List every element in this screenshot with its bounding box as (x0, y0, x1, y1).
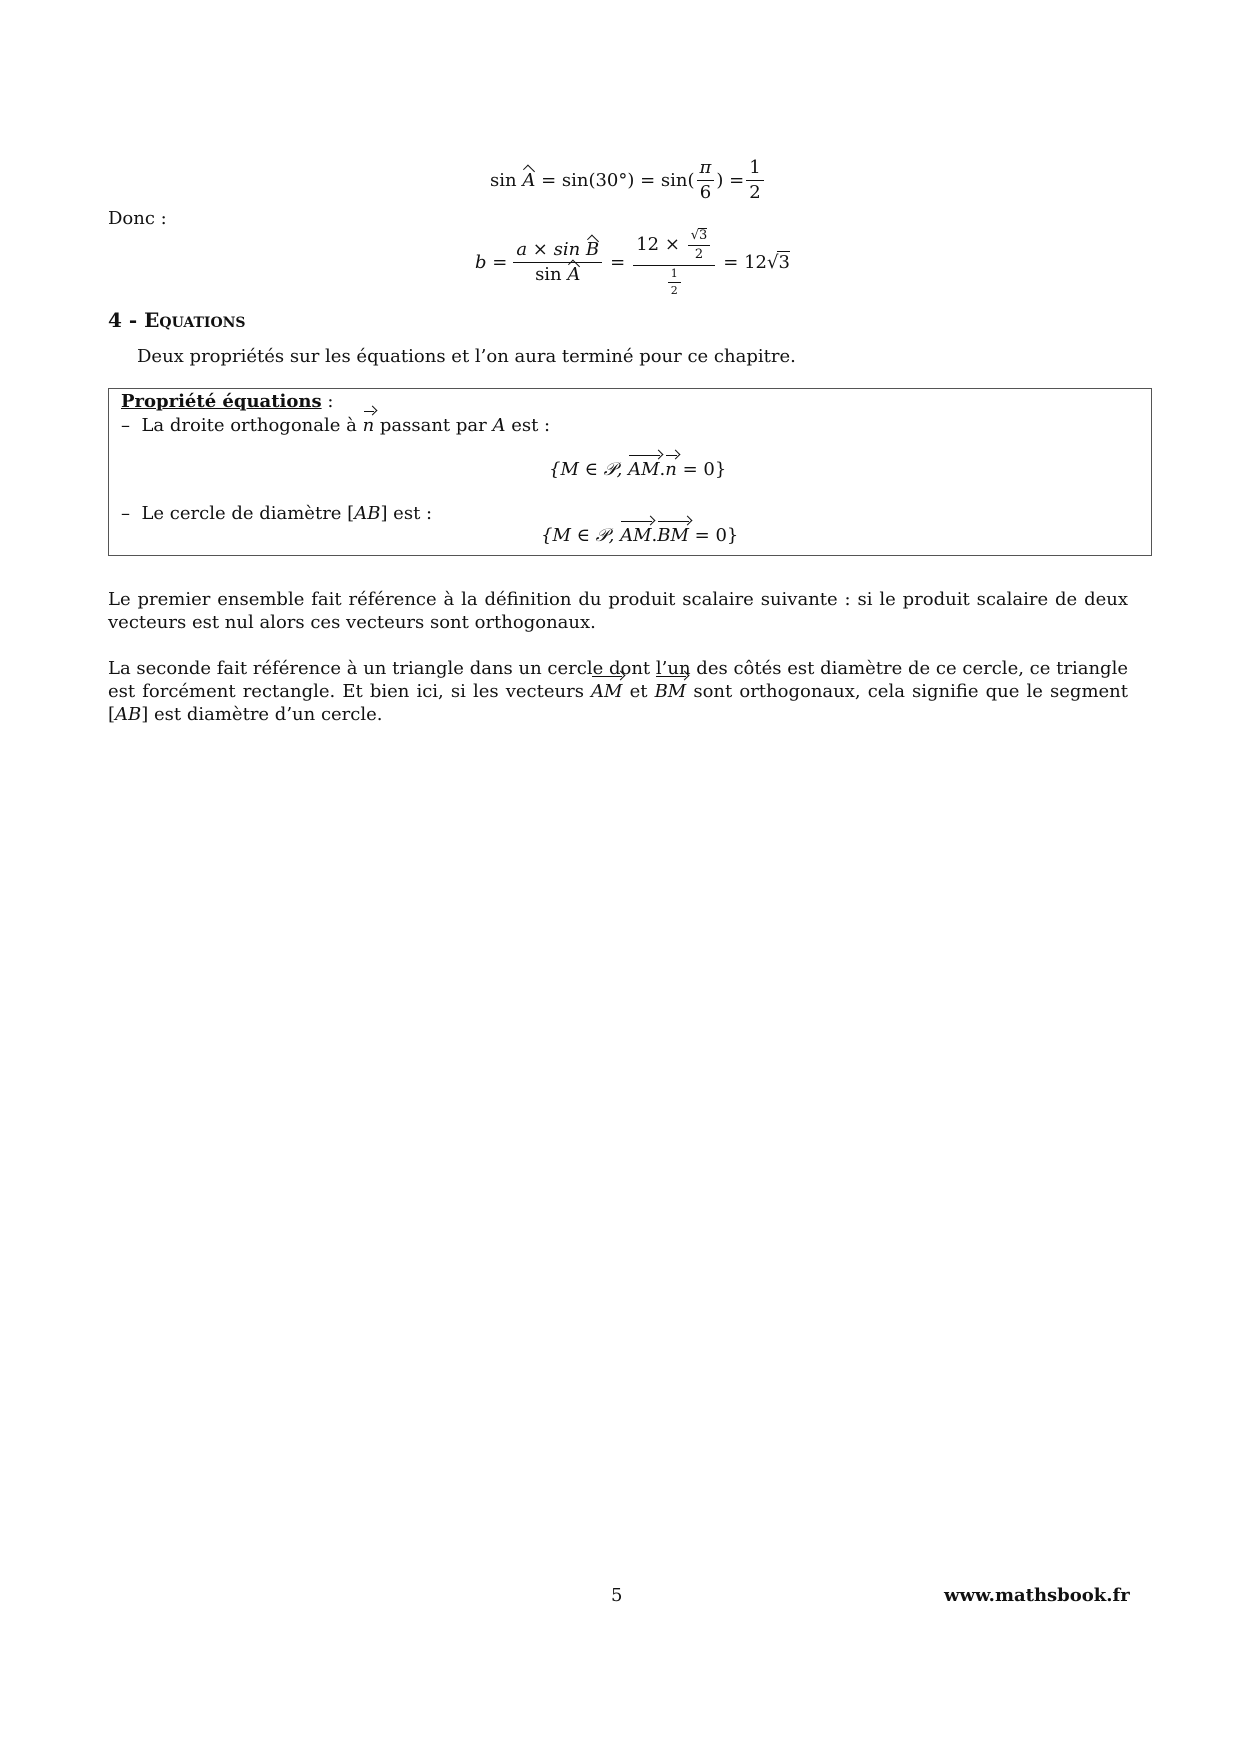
formula-b (475, 228, 790, 297)
vector-n: n (362, 415, 375, 436)
set2-dot: . (651, 525, 658, 546)
property-item-1 (121, 415, 550, 436)
set1-vector-n: n (665, 459, 677, 480)
half-den: 2 (670, 283, 678, 297)
footer-website: www.mathsbook.fr (944, 1585, 1130, 1606)
page-number: 5 (611, 1585, 623, 1606)
item1-text-before: La droite orthogonale à (141, 415, 363, 436)
property-title (121, 391, 333, 412)
para2-segment-ab: AB (115, 704, 142, 725)
fraction-pi-over-6 (697, 158, 715, 203)
set2-vector-bm: BM (657, 525, 689, 546)
formula-sin-prefix: sin (490, 169, 517, 191)
para2-part3: sont orthogonaux, cela signifie que le segment [ (108, 681, 1128, 725)
formula-sin-a (490, 158, 766, 203)
fraction-two: 2 (749, 181, 761, 203)
item2-dash: – (121, 503, 130, 524)
set1-vector-am: AM (628, 459, 660, 480)
section-title-text: Equations (144, 308, 246, 332)
item1-point-a: A (492, 415, 506, 436)
property-set-1 (549, 459, 726, 480)
para2-part4: ] est diamètre d’un cercle. (141, 704, 383, 725)
fraction-one: 1 (746, 158, 763, 181)
fraction-half-small (668, 268, 681, 297)
sqrt-three: 3 (698, 228, 708, 243)
result-twelve: = 12 (723, 252, 767, 274)
section-number: 4 - (108, 308, 138, 332)
item1-text-end: est : (505, 415, 551, 436)
result-sqrt-symbol: √ (766, 252, 779, 274)
fraction-numeric (633, 228, 715, 297)
formula-b-result (723, 251, 790, 273)
fraction-numeric-den (663, 266, 686, 297)
fraction-law-den (532, 263, 583, 285)
para2-vector-bm: BM (654, 681, 687, 702)
set1-open: {M ∈ 𝒫, (549, 459, 629, 480)
section-intro: Deux propriétés sur les équations et l’on aura terminé pour ce chapitre. (137, 346, 796, 367)
half-num: 1 (668, 268, 681, 283)
formula-b-eq: = (610, 251, 626, 273)
item1-text-after: passant par (374, 415, 493, 436)
property-title-text: Propriété équations (121, 391, 322, 412)
donc-label: Donc : (108, 208, 167, 229)
property-title-suffix: : (321, 391, 334, 412)
property-set-2 (541, 525, 738, 546)
para2-part2: et (622, 681, 655, 702)
item2-text-before: Le cercle de diamètre [ (141, 503, 355, 524)
para2-vector-am: AM (591, 681, 623, 702)
formula-b-lhs: b = (475, 251, 508, 273)
fraction-one-half (746, 158, 763, 203)
angle-a-den: A (567, 263, 581, 285)
formula-sin-eq2: ) = (716, 169, 745, 191)
law-den-text: sin (535, 263, 562, 285)
section-title (108, 308, 246, 332)
angle-b: B (585, 239, 600, 261)
fraction-law-of-sines (513, 240, 602, 285)
set2-close: = 0} (688, 525, 739, 546)
fraction-law-num (513, 240, 602, 263)
item2-text-after: ] est : (380, 503, 433, 524)
set2-vector-am: AM (620, 525, 652, 546)
fraction-numeric-num (633, 228, 715, 266)
twelve-times: 12 × (636, 234, 680, 256)
property-box (108, 388, 1152, 556)
para2-part1: La seconde fait référence à un triangle dans un cercle dont l’un des côtés est diamètre de ce cercle, ce triangle est forcément rectangle. Et bien ici, si les vecteurs (108, 658, 1128, 702)
result-three: 3 (778, 252, 790, 274)
paragraph-2 (108, 657, 1128, 726)
sqrt-symbol: √ (690, 228, 699, 243)
fraction-six: 6 (699, 181, 712, 203)
law-num-text: a × sin (516, 239, 581, 261)
fraction-sqrt3-over-2 (688, 228, 711, 263)
set2-open: {M ∈ 𝒫, (541, 525, 621, 546)
property-item-2 (121, 503, 432, 524)
item1-dash: – (121, 415, 130, 436)
paragraph-1: Le premier ensemble fait référence à la définition du produit scalaire suivante : si le produit scalaire de deux vecteurs est nul alors ces vecteurs sont orthogonaux. (108, 589, 1128, 633)
item2-segment-ab: AB (354, 503, 381, 524)
sqrt3-num (688, 228, 711, 246)
set1-dot: . (659, 459, 666, 480)
sqrt3-den: 2 (694, 247, 704, 263)
set1-close: = 0} (676, 459, 727, 480)
formula-angle-a: A (522, 169, 536, 191)
fraction-pi: π (697, 158, 715, 181)
formula-sin-eq1: = sin(30°) = sin( (541, 169, 695, 191)
